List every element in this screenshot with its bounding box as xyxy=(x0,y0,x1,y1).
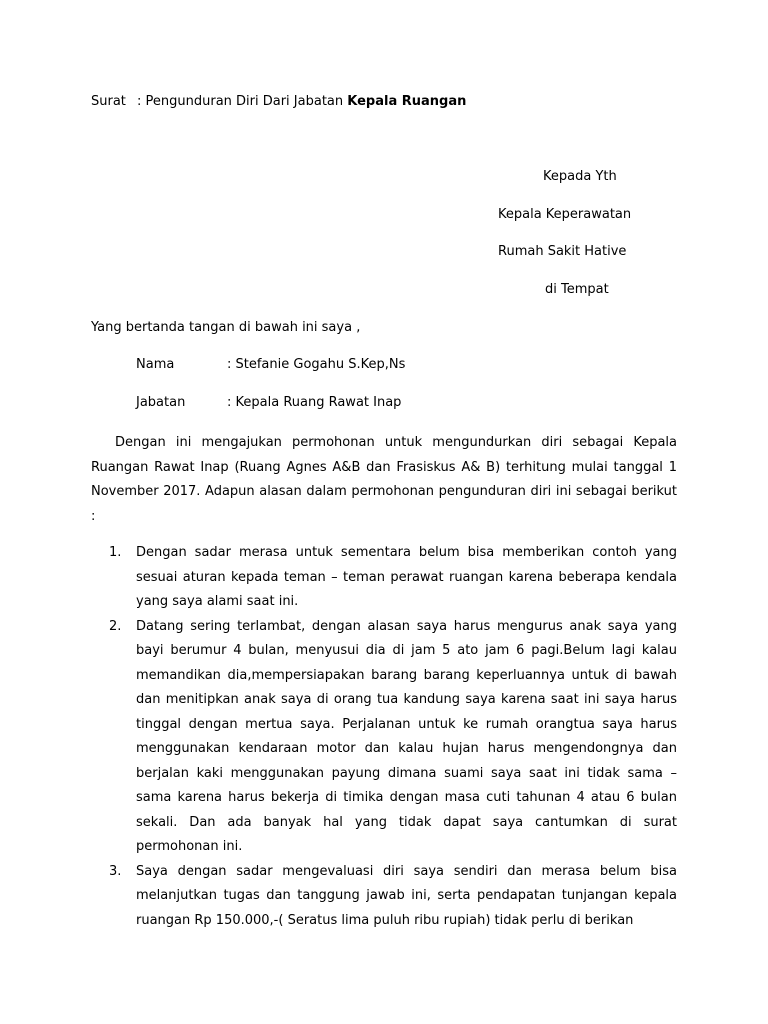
list-item-number: 1. xyxy=(109,545,122,560)
list-item xyxy=(91,615,677,860)
recipient-place: di Tempat xyxy=(545,282,609,297)
list-item xyxy=(91,860,677,934)
recipient-hospital: Rumah Sakit Hative xyxy=(498,244,627,259)
name-label: Nama xyxy=(136,357,175,372)
list-item xyxy=(91,541,677,615)
intro-text: Yang bertanda tangan di bawah ini saya , xyxy=(91,320,361,335)
position-value: : Kepala Ruang Rawat Inap xyxy=(227,395,402,410)
subject-label: Surat xyxy=(91,94,126,109)
list-item-text: Dengan sadar merasa untuk sementara belum bisa memberikan contoh yang sesuai aturan kepada teman – teman perawat ruangan karena beberapa kendala yang saya alami saat ini. xyxy=(136,545,677,609)
name-value: : Stefanie Gogahu S.Kep,Ns xyxy=(227,357,406,372)
list-item-number: 3. xyxy=(109,863,122,879)
list-item-number: 2. xyxy=(109,618,122,634)
subject-text: : Pengunduran Diri Dari Jabatan xyxy=(137,94,348,109)
recipient-title: Kepala Keperawatan xyxy=(498,207,632,222)
list-item-text: Saya dengan sadar mengevaluasi diri saya sendiri dan merasa belum bisa melanjutkan tugas dan tanggung jawab ini, serta pendapatan tunjangan kepala ruangan Rp 150.000,-( Seratus lima puluh ribu rupiah) tidak perlu di berikan xyxy=(136,863,677,928)
subject-line xyxy=(91,94,466,110)
body-paragraph-text: Dengan ini mengajukan permohonan untuk mengundurkan diri sebagai Kepala Ruangan Rawat Inap (Ruang Agnes A&B dan Frasiskus A& B) terhitung mulai tanggal 1 November 2017. Adapun alasan dalam permohonan pengunduran diri ini sebagai berikut : xyxy=(91,435,677,524)
position-label: Jabatan xyxy=(136,395,186,410)
body-paragraph xyxy=(91,431,677,529)
list-item-text: Datang sering terlambat, dengan alasan saya harus mengurus anak saya yang bayi berumur 4 bulan, menyusui dia di jam 5 ato jam 6 pagi.Belum lagi kalau memandikan dia,mempersiapakan barang barang keperluannya untuk di bawah dan menitipkan anak saya di orang tua kandung saya karena saat ini saya harus tinggal dengan mertua saya. Perjalanan untuk ke rumah orangtua saya harus menggunakan kendaraan motor dan kalau hujan harus mengendongnya dan berjalan kaki menggunakan payung dimana suami saya saat ini tidak sama – sama karena harus bekerja di timika dengan masa cuti tahunan 4 atau 6 bulan sekali. Dan ada banyak hal yang tidak dapat saya cantumkan di surat permohonan ini. xyxy=(136,618,677,854)
name-field xyxy=(136,357,405,373)
reasons-list xyxy=(91,541,677,933)
position-field xyxy=(136,395,401,411)
recipient-greeting: Kepada Yth xyxy=(543,169,617,184)
subject-bold-text: Kepala Ruangan xyxy=(347,94,467,109)
